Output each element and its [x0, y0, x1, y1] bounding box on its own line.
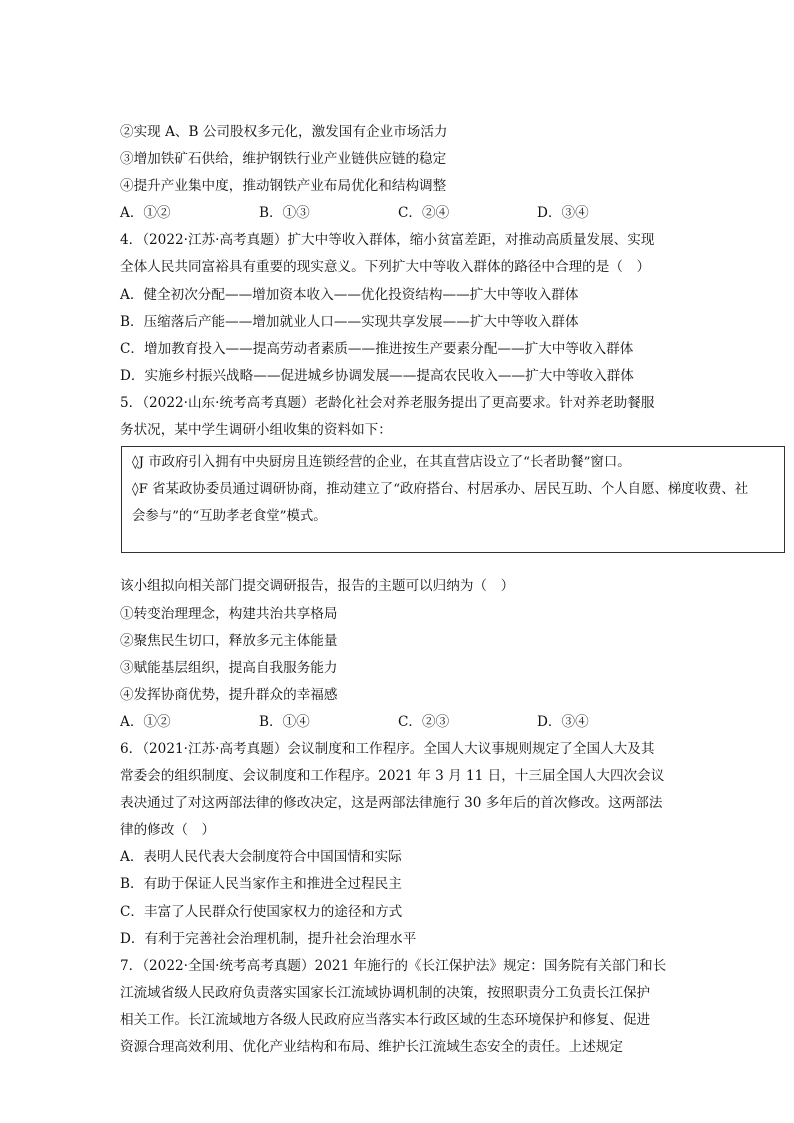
q3-options [120, 200, 690, 227]
q5-options [120, 709, 690, 736]
q5-item: ③赋能基层组织，提高自我服务能力 [120, 659, 338, 676]
q5-stem: 5．（2022·山东·统考高考真题）老龄化社会对养老服务提出了更高要求。针对养老助餐服 [120, 394, 655, 411]
q5-material-line: ◊J 市政府引入拥有中央厨房且连锁经营的企业，在其直营店设立了“长者助餐”窗口。 [132, 455, 631, 471]
q6-option-d: D．有利于完善社会治理机制，提升社会治理水平 [120, 930, 417, 947]
q6-stem: 6．（2021·江苏·高考真题）会议制度和工作程序。全国人大议事规则规定了全国人大及其 [120, 740, 655, 757]
q5-option-c: C．②③ [398, 713, 450, 730]
q6-stem: 律的修改（ ） [120, 822, 216, 839]
q5-option-a: A．①② [120, 713, 171, 730]
q5-option-d: D．③④ [537, 713, 589, 730]
q6-stem: 表决通过了对这两部法律的修改决定，这是两部法律施行 30 多年后的首次修改。这两部法 [120, 795, 663, 812]
q3-items [120, 119, 690, 200]
q7-stem: 资源合理高效利用、优化产业结构和布局、维护长江流域生态安全的责任。上述规定 [120, 1039, 623, 1055]
q6-option-a: A．表明人民代表大会制度符合中国国情和实际 [120, 849, 402, 866]
q5-item: ①转变治理理念，构建共治共享格局 [120, 605, 338, 622]
q6-option-b: B．有助于保证人民当家作主和推进全过程民主 [120, 876, 402, 893]
q7-stem: 7．（2022·全国·统考高考真题）2021 年施行的《长江保护法》规定：国务院有关部门和长 [120, 957, 667, 974]
q6-stem: 常委会的组织制度、会议制度和工作程序。2021 年 3 月 11 日，十三届全国人大四次会议 [120, 768, 665, 785]
q7-stem: 相关工作。长江流域地方各级人民政府应当落实本行政区域的生态环境保护和修复、促进 [120, 1011, 651, 1028]
q3-option-d: D．③④ [537, 205, 589, 222]
q5-item: ②聚焦民生切口，释放多元主体能量 [120, 632, 338, 649]
q4-option-a: A．健全初次分配——增加资本收入——优化投资结构——扩大中等收入群体 [120, 286, 579, 303]
q5-material-box [121, 446, 785, 553]
q6-option-c: C．丰富了人民群众行使国家权力的途径和方式 [120, 903, 403, 920]
question-5 [120, 390, 749, 736]
q5-question: 该小组拟向相关部门提交调研报告，报告的主题可以归纳为（ ） [120, 578, 515, 595]
q4-option-c: C．增加教育投入——提高劳动者素质——推进按生产要素分配——扩大中等收入群体 [120, 340, 634, 357]
q3-option-b: B．①③ [259, 205, 310, 222]
q5-option-b: B．①④ [259, 713, 310, 730]
q5-material-line: ◊F 省某政协委员通过调研协商，推动建立了“政府搭台、村居承办、居民互助、个人自愿、梯度收费、社 [132, 482, 749, 498]
q3-item: ③增加铁矿石供给，维护钢铁行业产业链供应链的稳定 [120, 151, 447, 168]
q4-option-d: D．实施乡村振兴战略——促进城乡协调发展——提高农民收入——扩大中等收入群体 [120, 367, 634, 384]
q5-material-line: 会参与”的“互助孝老食堂”模式。 [132, 509, 327, 525]
question-6 [120, 736, 690, 953]
q5-item: ④发挥协商优势，提升群众的幸福感 [120, 686, 338, 703]
q3-option-c: C．②④ [398, 205, 450, 222]
q4-stem: 全体人民共同富裕具有重要的现实意义。下列扩大中等收入群体的路径中合理的是（ ） [120, 259, 651, 276]
document-page [120, 119, 749, 1061]
q5-stem: 务状况，某中学生调研小组收集的资料如下： [120, 422, 392, 439]
q7-stem: 江流域省级人民政府负责落实国家长江流域协调机制的决策，按照职责分工负责长江保护 [120, 984, 651, 1001]
q4-option-b: B．压缩落后产能——增加就业人口——实现共享发展——扩大中等收入群体 [120, 313, 579, 330]
q3-item: ④提升产业集中度，推动钢铁产业布局优化和结构调整 [120, 178, 447, 195]
q3-option-a: A．①② [120, 205, 171, 222]
q4-stem: 4．（2022·江苏·高考真题）扩大中等收入群体，缩小贫富差距，对推动高质量发展、实现 [120, 232, 655, 249]
q3-item: ②实现 A、B 公司股权多元化，激发国有企业市场活力 [120, 124, 448, 140]
question-4 [120, 227, 690, 390]
question-7 [120, 953, 690, 1061]
